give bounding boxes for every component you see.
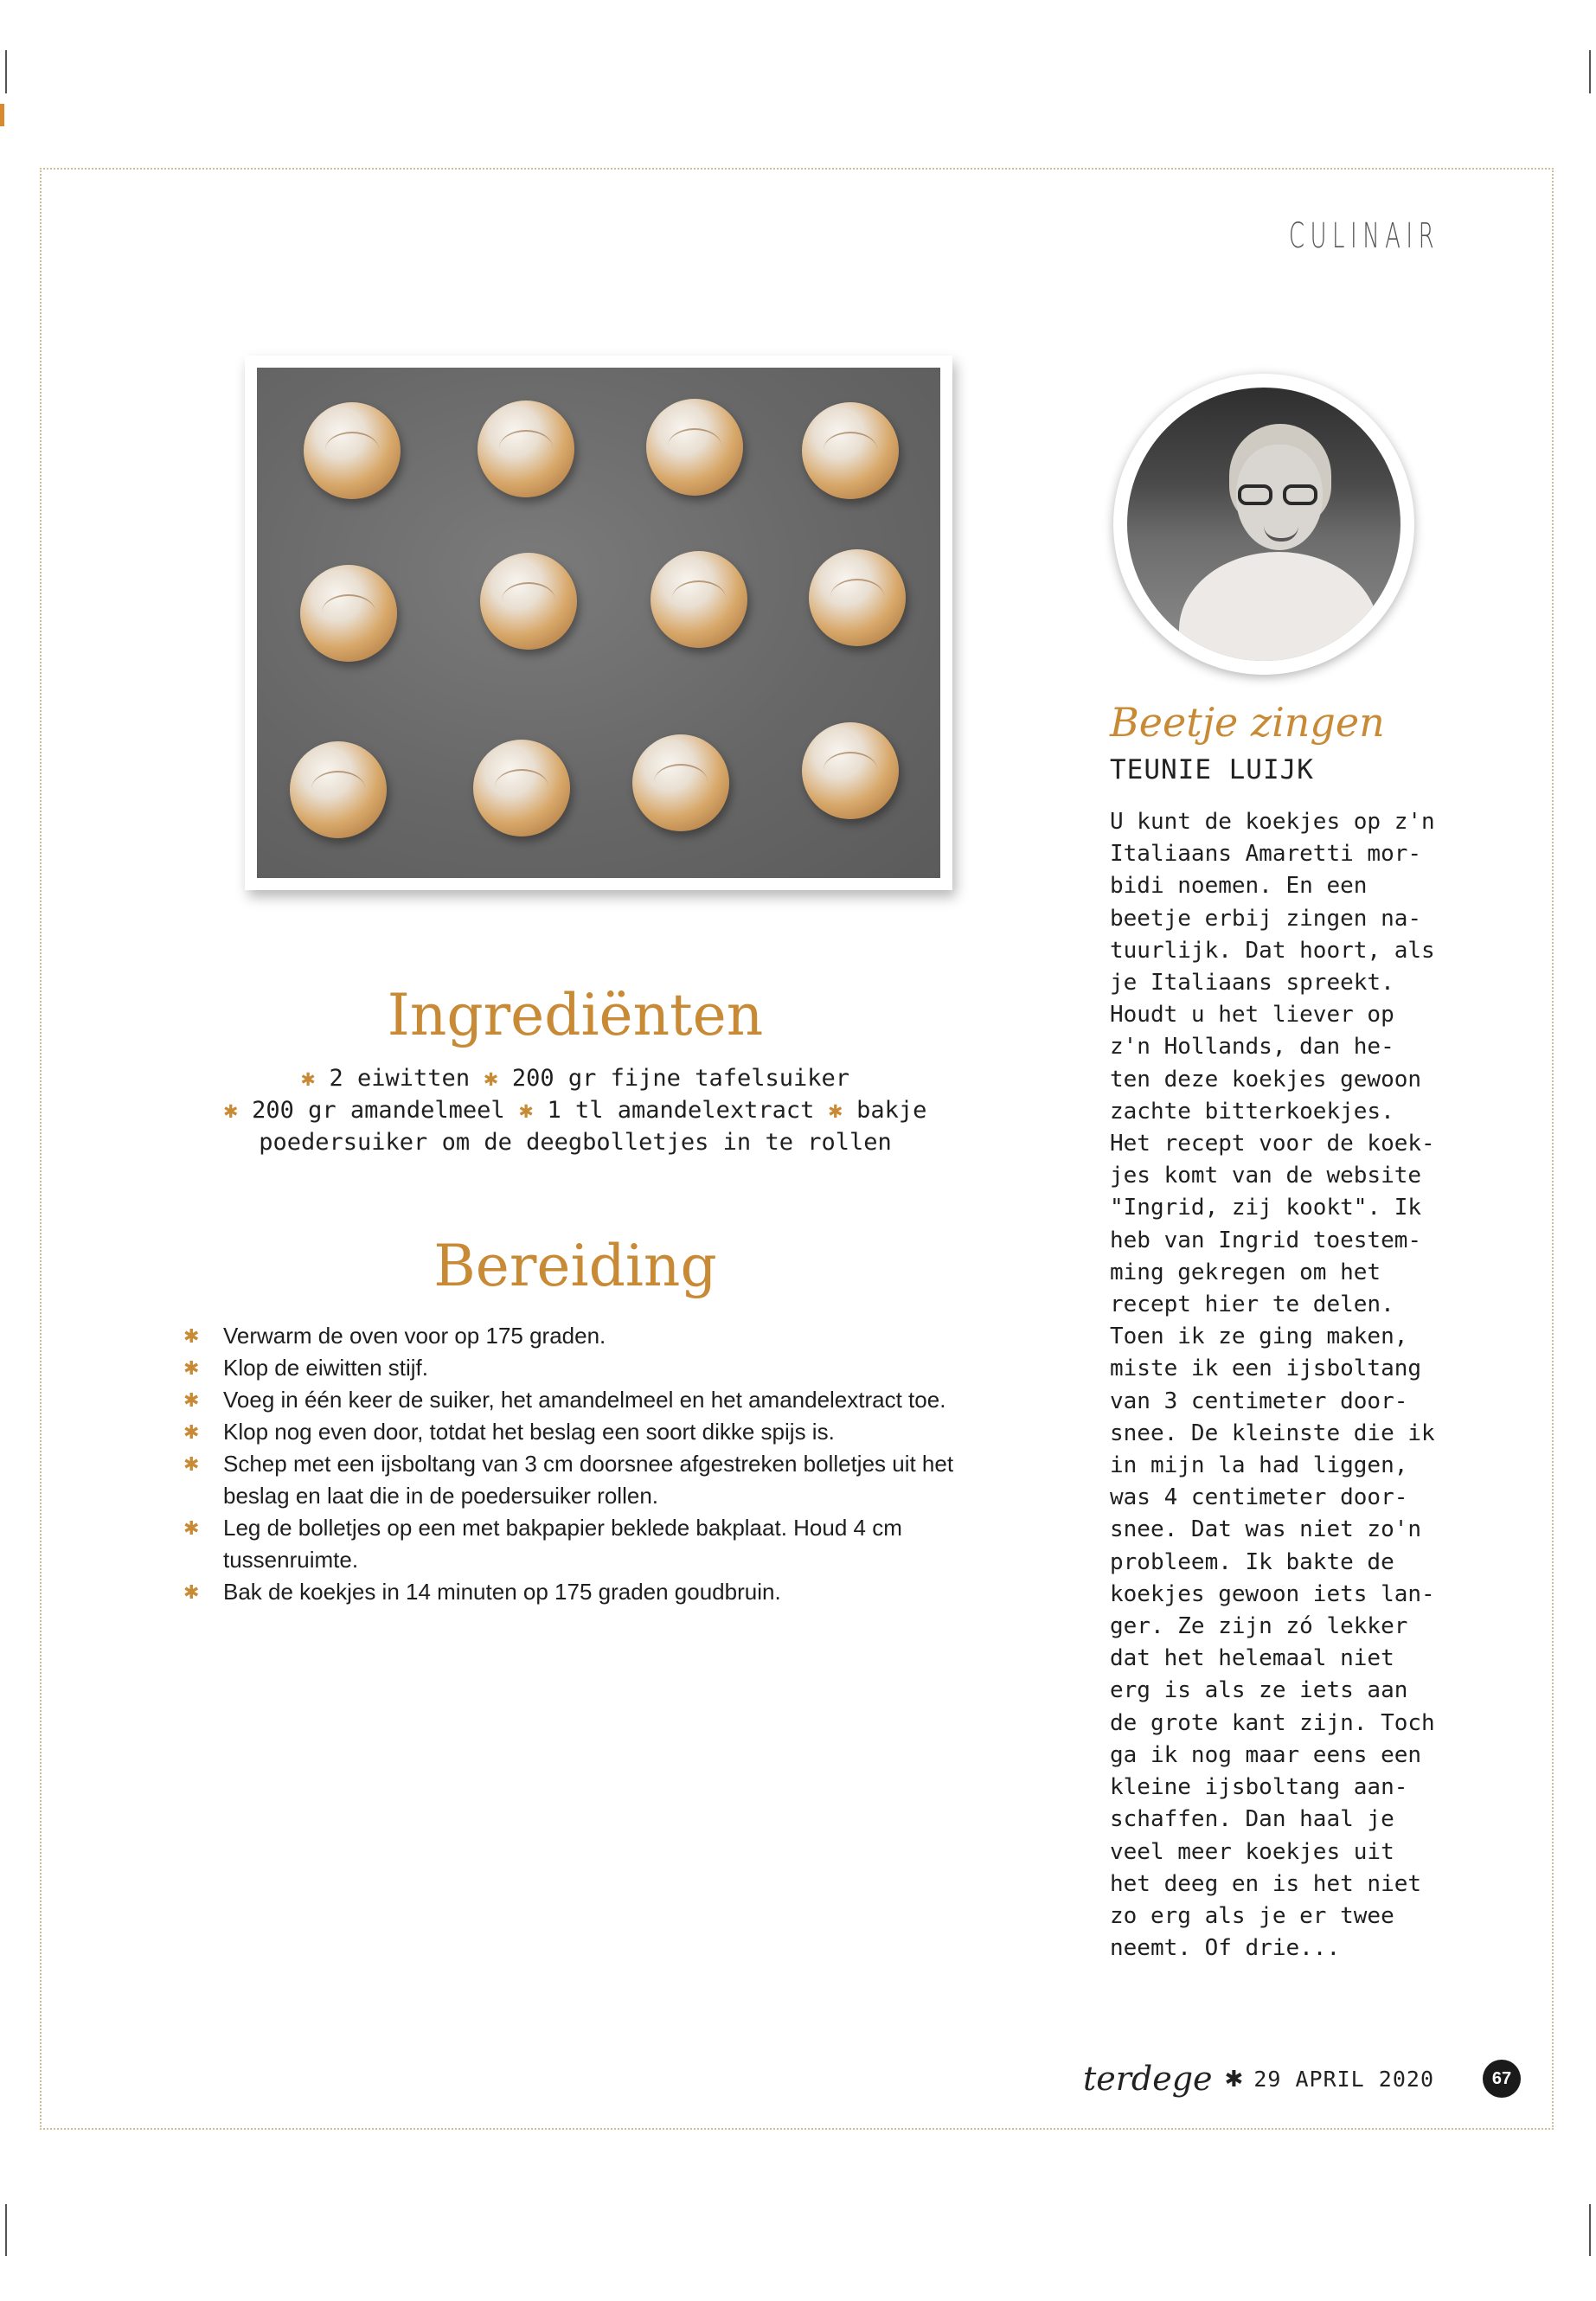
column-line: het deeg en is het niet [1110,1870,1422,1897]
column-line: miste ik een ijsboltang [1110,1356,1422,1382]
step-item: ✱ Leg de bolletjes op een met bakpapier beklede bakplaat. Houd 4 cm tussenruimte. [183,1512,962,1576]
star-icon: ✱ [1224,2065,1244,2092]
cookie [632,734,729,831]
column-author: TEUNIE LUIJK [1110,754,1314,785]
ingredient: bakje [856,1097,927,1124]
author-portrait [1113,374,1414,675]
column-line: in mijn la had liggen, [1110,1452,1408,1479]
preparation-steps [183,1320,962,1608]
column-line: ga ik nog maar eens een [1110,1741,1422,1768]
column-line: heb van Ingrid toestem- [1110,1227,1422,1253]
ingredients-heading: Ingrediënten [387,982,764,1048]
cookie [478,401,574,497]
column-line: schaffen. Dan haal je [1110,1806,1394,1833]
column-line: de grote kant zijn. Toch [1110,1709,1435,1736]
ingredient: 200 gr fijne tafelsuiker [511,1065,850,1092]
cookie-photo [245,356,952,890]
column-line: was 4 centimeter door- [1110,1484,1408,1511]
cookie [646,399,743,496]
column-line: van 3 centimeter door- [1110,1388,1408,1414]
cookie [473,740,570,836]
column-line: zachte bitterkoekjes. [1110,1098,1394,1125]
column-body [1110,806,1456,1965]
section-label: CULINAIR [1288,216,1439,256]
cookie [300,565,397,662]
column-line: "Ingrid, zij kookt". Ik [1110,1195,1422,1221]
step-item: ✱ Voeg in één keer de suiker, het amandelmeel en het amandelextract toe. [183,1384,962,1416]
star-icon: ✱ [300,1065,316,1092]
column-line: erg is als ze iets aan [1110,1677,1408,1704]
column-title: Beetje zingen [1110,699,1385,746]
step-item: ✱ Schep met een ijsboltang van 3 cm doorsnee afgestreken bolletjes uit het beslag en laat die in de poedersuiker rollen. [183,1448,962,1512]
ingredient: poedersuiker om de deegbolletjes in te rollen [259,1129,892,1156]
star-icon: ✱ [223,1097,238,1124]
cookie [802,402,899,499]
cookie [480,553,577,650]
page-footer [1083,2055,1521,2102]
ingredient: 200 gr amandelmeel [252,1097,505,1124]
step-item: ✱ Bak de koekjes in 14 minuten op 175 graden goudbruin. [183,1576,962,1608]
star-icon: ✱ [484,1065,498,1092]
column-line: dat het helemaal niet [1110,1645,1394,1672]
star-icon: ✱ [518,1097,534,1124]
column-line: zo erg als je er twee [1110,1902,1394,1929]
column-line: snee. Dat was niet zo'n [1110,1516,1422,1543]
column-line: snee. De kleinste die ik [1110,1420,1435,1446]
author-photo [1127,388,1401,661]
column-line: U kunt de koekjes op z'n [1110,809,1435,835]
column-line: Toen ik ze ging maken, [1110,1324,1408,1350]
column-line: ming gekregen om het [1110,1259,1381,1285]
crop-mark [1589,2204,1591,2256]
crop-mark [5,50,7,93]
column-line: beetje erbij zingen na- [1110,905,1422,932]
column-line: koekjes gewoon iets lan- [1110,1580,1435,1607]
step-item: ✱ Klop de eiwitten stijf. [183,1352,962,1384]
page-number: 67 [1483,2060,1521,2098]
cookie [809,549,906,646]
column-line: bidi noemen. En een [1110,873,1368,900]
column-line: ger. Ze zijn zó lekker [1110,1613,1408,1640]
cookie [304,402,401,499]
cookie [290,741,387,838]
column-line: z'n Hollands, dan he- [1110,1034,1394,1061]
star-icon: ✱ [828,1097,843,1124]
column-line: recept hier te delen. [1110,1292,1394,1318]
baking-tray-image [257,368,940,878]
preparation-heading: Bereiding [433,1233,717,1299]
column-line: kleine ijsboltang aan- [1110,1774,1408,1801]
column-line: neemt. Of drie... [1110,1935,1341,1962]
ingredients-list [173,1062,977,1158]
ingredient: 2 eiwitten [329,1065,471,1092]
step-item: ✱ Klop nog even door, totdat het beslag een soort dikke spijs is. [183,1416,962,1448]
column-line: tuurlijk. Dat hoort, als [1110,937,1435,964]
crop-mark [5,2204,7,2256]
column-line: ten deze koekjes gewoon [1110,1066,1422,1093]
cookie [802,722,899,819]
column-line: Het recept voor de koek- [1110,1131,1435,1157]
ingredient: 1 tl amandelextract [547,1097,815,1124]
magazine-logo: terdege [1082,2060,1213,2098]
step-item: ✱ Verwarm de oven voor op 175 graden. [183,1320,962,1352]
edge-marker [0,104,4,126]
cookie [651,551,747,648]
issue-date: 29 APRIL 2020 [1253,2066,1434,2092]
column-line: veel meer koekjes uit [1110,1838,1394,1865]
crop-mark [1589,50,1591,93]
column-line: Houdt u het liever op [1110,1002,1394,1029]
column-line: je Italiaans spreekt. [1110,970,1394,997]
column-line: jes komt van de website [1110,1163,1422,1189]
column-line: probleem. Ik bakte de [1110,1548,1394,1575]
column-line: Italiaans Amaretti mor- [1110,841,1422,868]
